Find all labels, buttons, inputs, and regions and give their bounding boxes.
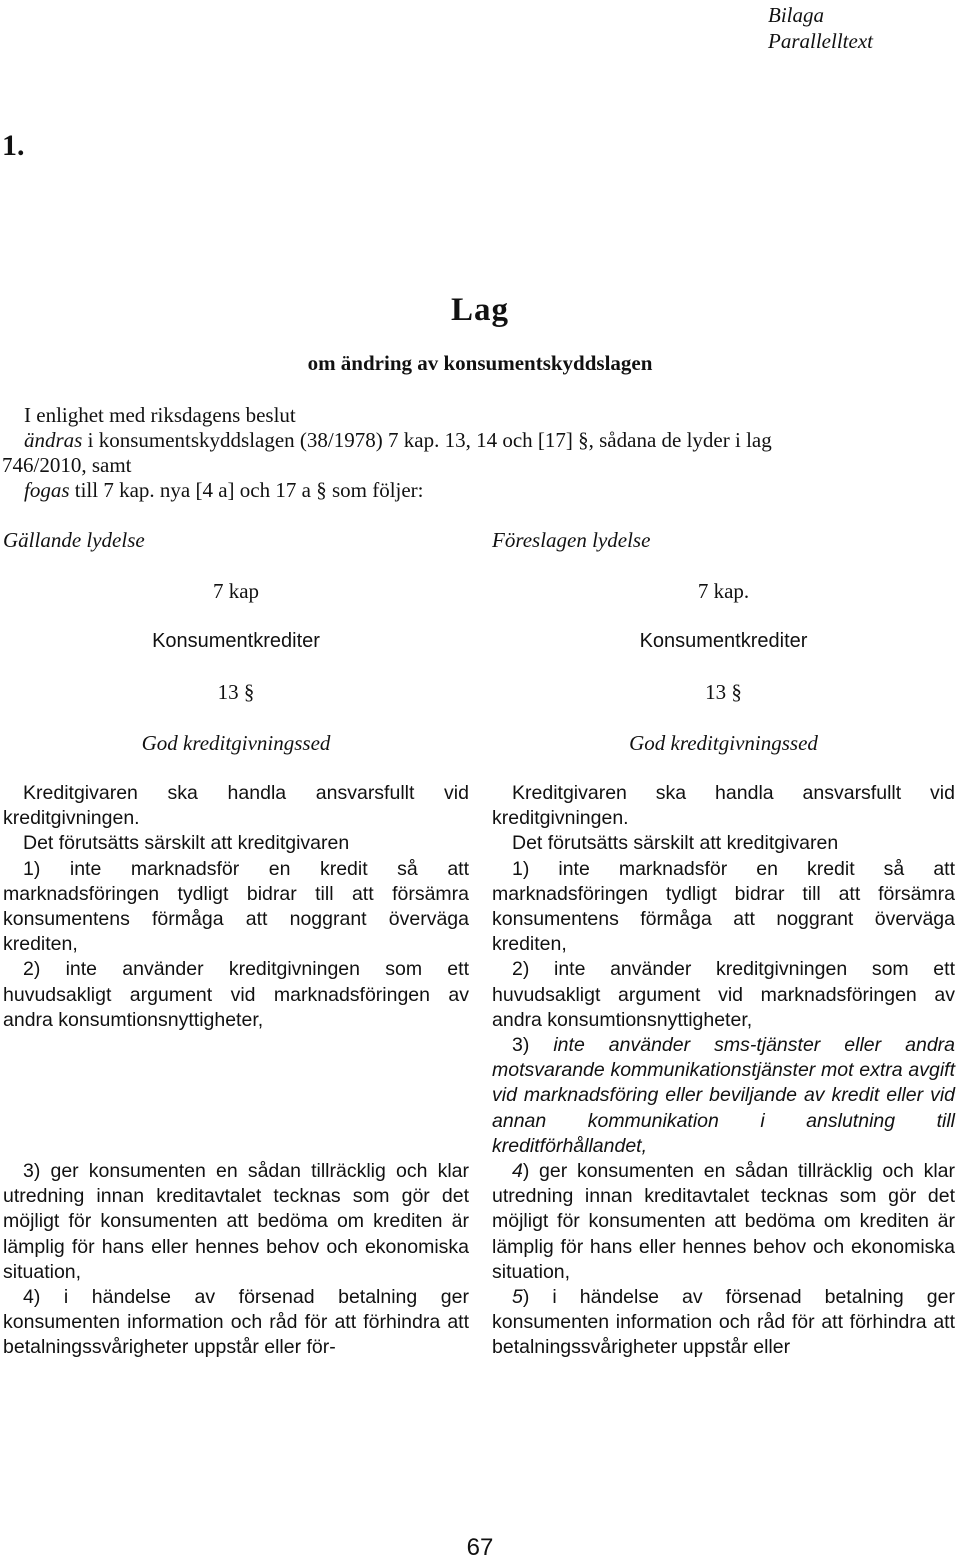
preamble-andras: ändras xyxy=(24,428,83,452)
preamble-line-1: I enlighet med riksdagens beslut xyxy=(24,403,296,427)
right-paragraph-6-text: ) ger konsumenten en sådan tillräcklig och klar utredning innan kreditavtalet tecknas som gör det möjligt för konsumenten att bedöma om krediten är lämplig för hans eller hennes behov och ekonomiska situation, xyxy=(492,1160,955,1283)
right-paragraph-5-text: inte använder sms-tjänster eller andra motsvarande kommunikationstjänster mot extra avgift vid marknadsföring eller beviljande av kredit eller vid annan kommunikation i anslutning till kreditförhållandet, xyxy=(492,1034,955,1157)
right-section: 13 § xyxy=(705,680,742,704)
section-number: 1. xyxy=(2,129,25,162)
right-body xyxy=(492,781,955,1361)
preamble-line-2-text: i konsumentskyddslagen (38/1978) 7 kap. 13, 14 och [17] §, sådana de lyder i lag xyxy=(82,428,772,452)
right-paragraph-4: 2) inte använder kreditgivningen som ett huvudsakligt argument vid marknadsföringen av andra konsumtionsnyttigheter, xyxy=(492,958,955,1031)
header-bilaga: Bilaga xyxy=(768,3,824,27)
left-paragraph-1: Kreditgivaren ska handla ansvarsfullt vid kreditgivningen. xyxy=(3,782,469,830)
right-chapter: 7 kap. xyxy=(697,579,750,603)
left-chapter: 7 kap xyxy=(212,579,260,603)
right-paragraph-6 xyxy=(492,1159,955,1285)
right-paragraph-5-number: 3) xyxy=(512,1034,530,1057)
right-paragraph-3: 1) inte marknadsför en kredit så att marknadsföringen tydligt bidrar till att försämra konsumentens förmåga att noggrant överväga krediten, xyxy=(492,857,955,956)
right-paragraph-2: Det förutsätts särskilt att kreditgivaren xyxy=(512,832,839,855)
preamble-line-4 xyxy=(24,478,424,503)
law-title: Lag xyxy=(450,292,509,328)
law-subtitle: om ändring av konsumentskyddslagen xyxy=(307,351,653,375)
right-paragraph-5 xyxy=(492,1033,955,1159)
right-chapter-title: Konsumentkrediter xyxy=(639,630,808,652)
preamble-line-3: 746/2010, samt xyxy=(2,453,132,477)
right-column-heading: Föreslagen lydelse xyxy=(492,528,651,552)
left-column-heading: Gällande lydelse xyxy=(3,528,145,552)
page-number: 67 xyxy=(466,1534,494,1561)
left-section: 13 § xyxy=(217,680,255,704)
appendix-header xyxy=(768,2,873,54)
left-body-continued xyxy=(3,1159,469,1361)
header-parallelltext: Parallelltext xyxy=(768,29,873,53)
preamble-fogas: fogas xyxy=(24,478,70,502)
right-paragraph-7-text: ) i händelse av försenad betalning ger konsumenten information och råd för att förhindra att betalningssvårigheter uppstår eller xyxy=(492,1286,955,1359)
right-section-title: God kreditgivningssed xyxy=(629,731,818,755)
left-paragraph-4: 2) inte använder kreditgivningen som ett huvudsakligt argument vid marknadsföringen av andra konsumtionsnyttigheter, xyxy=(3,958,469,1031)
right-paragraph-7 xyxy=(492,1285,955,1361)
left-paragraph-6: 4) i händelse av försenad betalning ger konsumenten information och råd för att förhindra att betalningssvårigheter uppstår eller för- xyxy=(3,1286,469,1359)
left-paragraph-3: 1) inte marknadsför en kredit så att marknadsföringen tydligt bidrar till att försämra konsumentens förmåga att noggrant överväga krediten, xyxy=(3,857,469,956)
left-paragraph-2: Det förutsätts särskilt att kreditgivaren xyxy=(23,832,350,855)
preamble-line-2 xyxy=(24,428,772,453)
preamble-line-4-text: till 7 kap. nya [4 a] och 17 a § som följer: xyxy=(69,478,424,502)
right-paragraph-7-number: 5 xyxy=(512,1286,523,1309)
left-chapter-title: Konsumentkrediter xyxy=(152,630,320,652)
left-section-title: God kreditgivningssed xyxy=(141,731,331,755)
right-paragraph-6-number: 4 xyxy=(512,1160,523,1183)
right-paragraph-1: Kreditgivaren ska handla ansvarsfullt vid kreditgivningen. xyxy=(492,782,955,830)
left-body xyxy=(3,781,469,1033)
left-paragraph-5: 3) ger konsumenten en sådan tillräcklig och klar utredning innan kreditavtalet tecknas som gör det möjligt för konsumenten att bedöma om krediten är lämplig för hans eller hennes behov och ekonomiska situation, xyxy=(3,1160,469,1283)
